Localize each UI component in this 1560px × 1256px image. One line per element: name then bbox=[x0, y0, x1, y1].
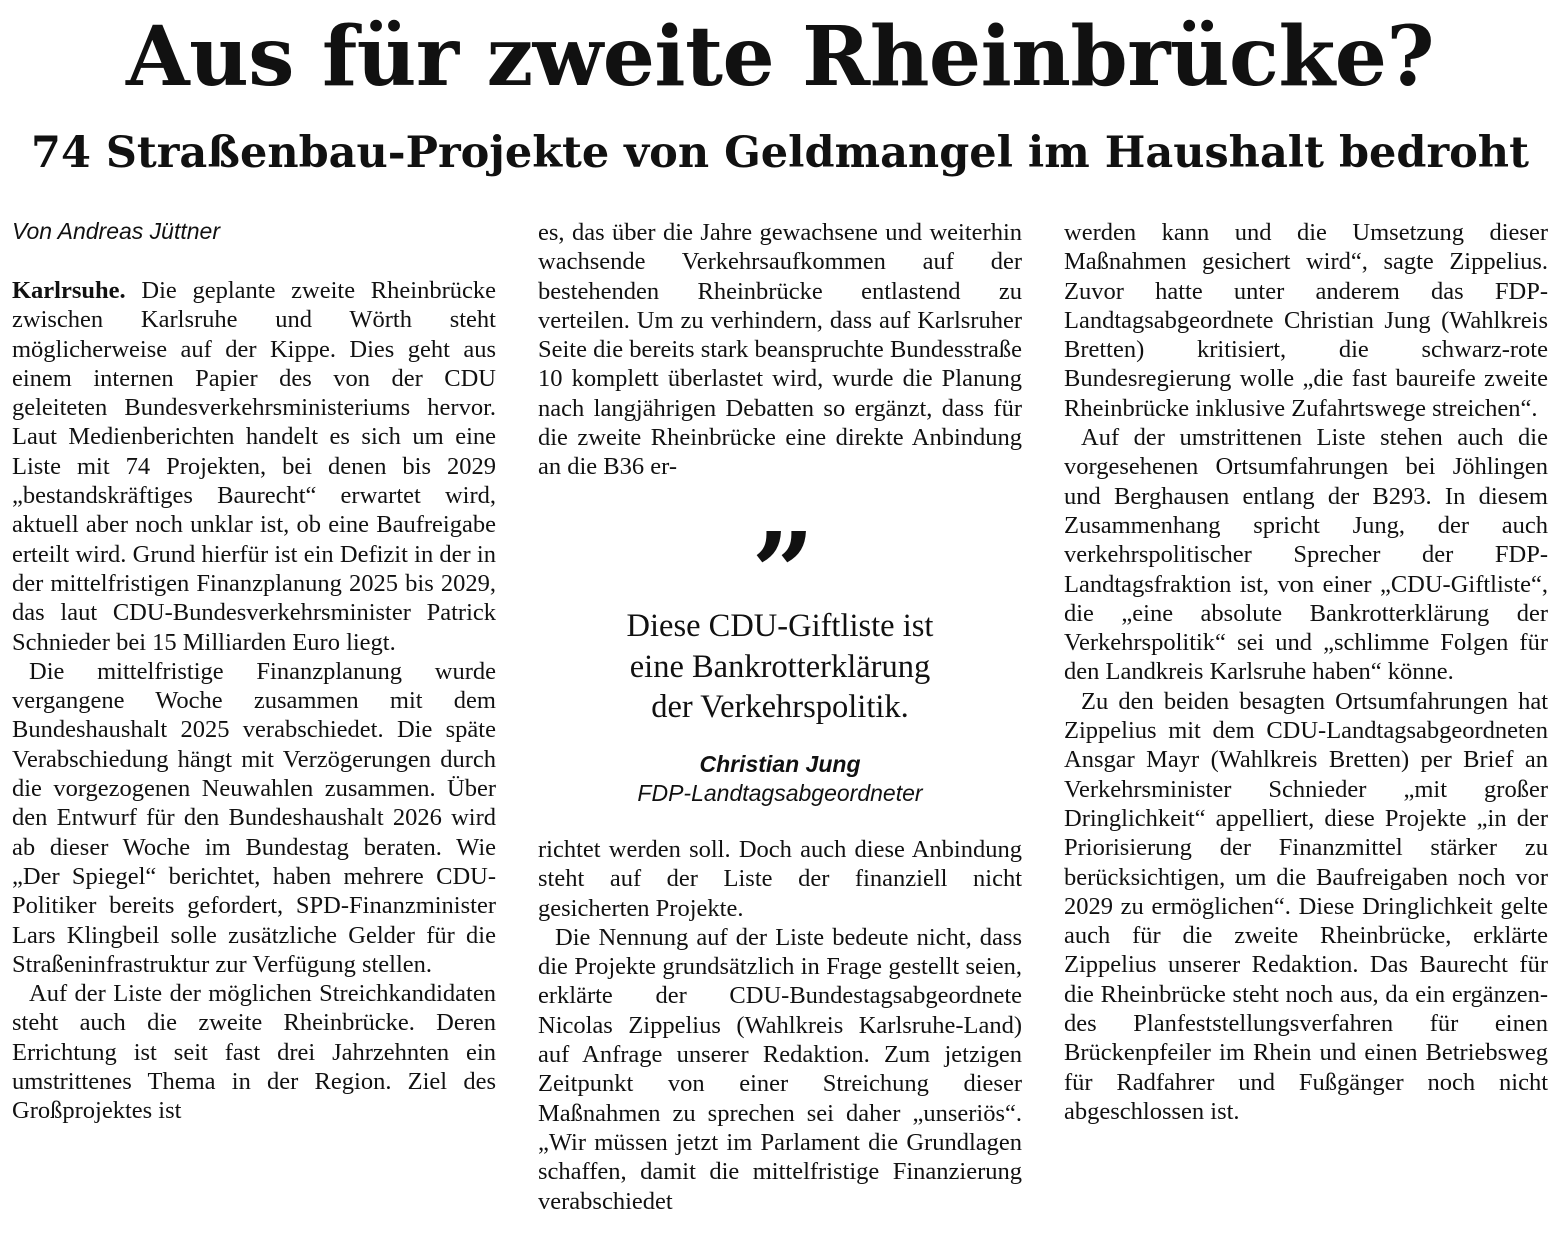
article-paragraph: Auf der umstrittenen Liste stehen auch die vorgesehenen Ortsumfahrungen bei Jöhlingen und Berghausen entlang der B293. In diesem Zusammenhang spricht Jung, der auch verkehrspolitischer Sprecher der FDP-Landtagsfraktion ist, von einer „CDU-Giftliste“, die „eine absolute Bankrotterklärung der Verkehrspolitik“ sei und „schlimme Folgen für den Landkreis Karlsruhe haben“ könne. bbox=[1064, 424, 1548, 686]
article-column-1 bbox=[12, 276, 496, 1126]
article-column-3 bbox=[1064, 218, 1548, 1126]
article-paragraph: Die mittelfristige Finanzplanung wurde vergangene Woche zusammen mit dem Bundeshaushalt 2025 verabschiedet. Die späte Verabschiedung hängt mit Verzögerungen durch die vorgezogenen Neuwahlen zusammen. Über den Entwurf für den Bundeshaushalt 2026 wird ab dieser Woche im Bundestag beraten. Wie „Der Spiegel“ berichtet, haben mehrere CDU-Politiker bereits gefordert, SPD-Finanzminister Lars Klingbeil solle zusätzliche Gelder für die Straßeninfrastruktur zur Verfügung stellen. bbox=[12, 657, 496, 978]
article-paragraph: Die Nennung auf der Liste bedeute nicht, dass die Projekte grundsätzlich in Frage gestellt seien, erklärte der CDU-Bundestagsabgeordnete Nicolas Zippelius (Wahlkreis Karlsruhe-Land) auf Anfrage unserer Redaktion. Zum jetzigen Zeitpunkt von einer Streichung dieser Maßnahmen zu sprechen sei daher „unseriös“. „Wir müssen jetzt im Parlament die Grundlagen schaffen, damit die mittelfristige Finanzierung verabschiedet bbox=[538, 923, 1022, 1215]
article-column-2-bottom bbox=[538, 835, 1022, 1216]
article-paragraph: Auf der Liste der möglichen Streichkandidaten steht auch die zweite Rheinbrücke. Deren Errichtung ist seit fast drei Jahrzehnten ein umstrittenes Thema in der Region. Ziel des Großprojektes ist bbox=[12, 980, 496, 1125]
dateline: Karlrsuhe. bbox=[12, 277, 126, 304]
headline: Aus für zweite Rheinbrücke? bbox=[126, 9, 1434, 105]
article-paragraph: Zu den beiden besagten Ortsumfahrungen hat Zippelius mit dem CDU-Landtagsabgeordneten Ansgar Mayr (Wahlkreis Bretten) per Brief an Verkehrsminister Schnieder „mit großer Dringlichkeit“ appelliert, diese Projekte „in der Priorisierung der Finanzmittel stärker zu berücksichtigen, um die Baufreigaben noch vor 2029 zu ermöglichen“. Diese Dringlichkeit gelte auch für die zweite Rheinbrücke, erklärte Zippelius unserer Redaktion. Das Baurecht für die Rheinbrücke steht noch aus, da ein ergänzendes Planfeststellungsverfahren für einen Brückenpfeiler im Rhein und einen Betriebsweg für Radfahrer und Fußgänger noch nicht abgeschlossen ist. bbox=[1064, 687, 1548, 1125]
article-column-2-top bbox=[538, 218, 1022, 482]
article-paragraph: es, das über die Jahre gewachsene und weiterhin wachsende Verkehrsaufkommen auf der bestehenden Rheinbrücke entlastend zu verteilen. Um zu verhindern, dass auf Karlsruher Seite die bereits stark beanspruchte Bundesstraße 10 komplett überlastet wird, wurde die Planung nach langjährigen Debatten so ergänzt, dass für die zweite Rheinbrücke eine direkte Anbindung an die B36 er- bbox=[538, 219, 1022, 481]
pullquote-line: der Verkehrspolitik. bbox=[651, 689, 909, 725]
subheadline: 74 Straßenbau-Projekte von Geldmangel im Haushalt bedroht bbox=[31, 128, 1529, 178]
article-paragraph bbox=[12, 276, 496, 657]
pullquote-line: Diese CDU-Giftliste ist bbox=[626, 608, 934, 644]
byline: Von Andreas Jüttner bbox=[12, 218, 220, 244]
pullquote-author: Christian Jung bbox=[699, 750, 861, 777]
pullquote-role: FDP-Landtagsabgeordneter bbox=[637, 779, 923, 806]
pullquote-text bbox=[538, 606, 1022, 728]
paragraph-text: Die geplante zweite Rheinbrücke zwischen Karlsruhe und Wörth steht möglicherweise auf der Kippe. Dies geht aus einem internen Papier des von der CDU geleiteten Bundesverkehrsministeriums hervor. Laut Medienberichten handelt es sich um eine Liste mit 74 Projekten, bei denen bis 2029 „bestandskräftiges Baurecht“ erwartet wird, aktuell aber noch unklar ist, ob eine Baufreigabe erteilt wird. Grund hierfür ist ein Defizit in der in der mittelfristigen Finanzplanung 2025 bis 2029, das laut CDU-Bundesverkehrsminister Patrick Schnieder bei 15 Milliarden Euro liegt. bbox=[12, 277, 496, 656]
pullquote-line: eine Bankrotterklärung bbox=[629, 648, 931, 685]
article-paragraph: richtet werden soll. Doch auch diese Anbindung steht auf der Liste der finanziell nicht gesicherten Projekte. bbox=[538, 836, 1022, 922]
quote-mark-icon: ” bbox=[751, 508, 809, 637]
pullquote bbox=[538, 508, 1022, 808]
article-paragraph: werden kann und die Umsetzung dieser Maßnahmen gesichert wird“, sagte Zippelius. Zuvor hatte unter anderem das FDP-Landtagsabgeordnete Christian Jung (Wahlkreis Bretten) kritisiert, die schwarz-rote Bundesregierung wolle „die fast baureife zweite Rheinbrücke inklusive Zufahrtswege streichen“. bbox=[1064, 219, 1548, 422]
